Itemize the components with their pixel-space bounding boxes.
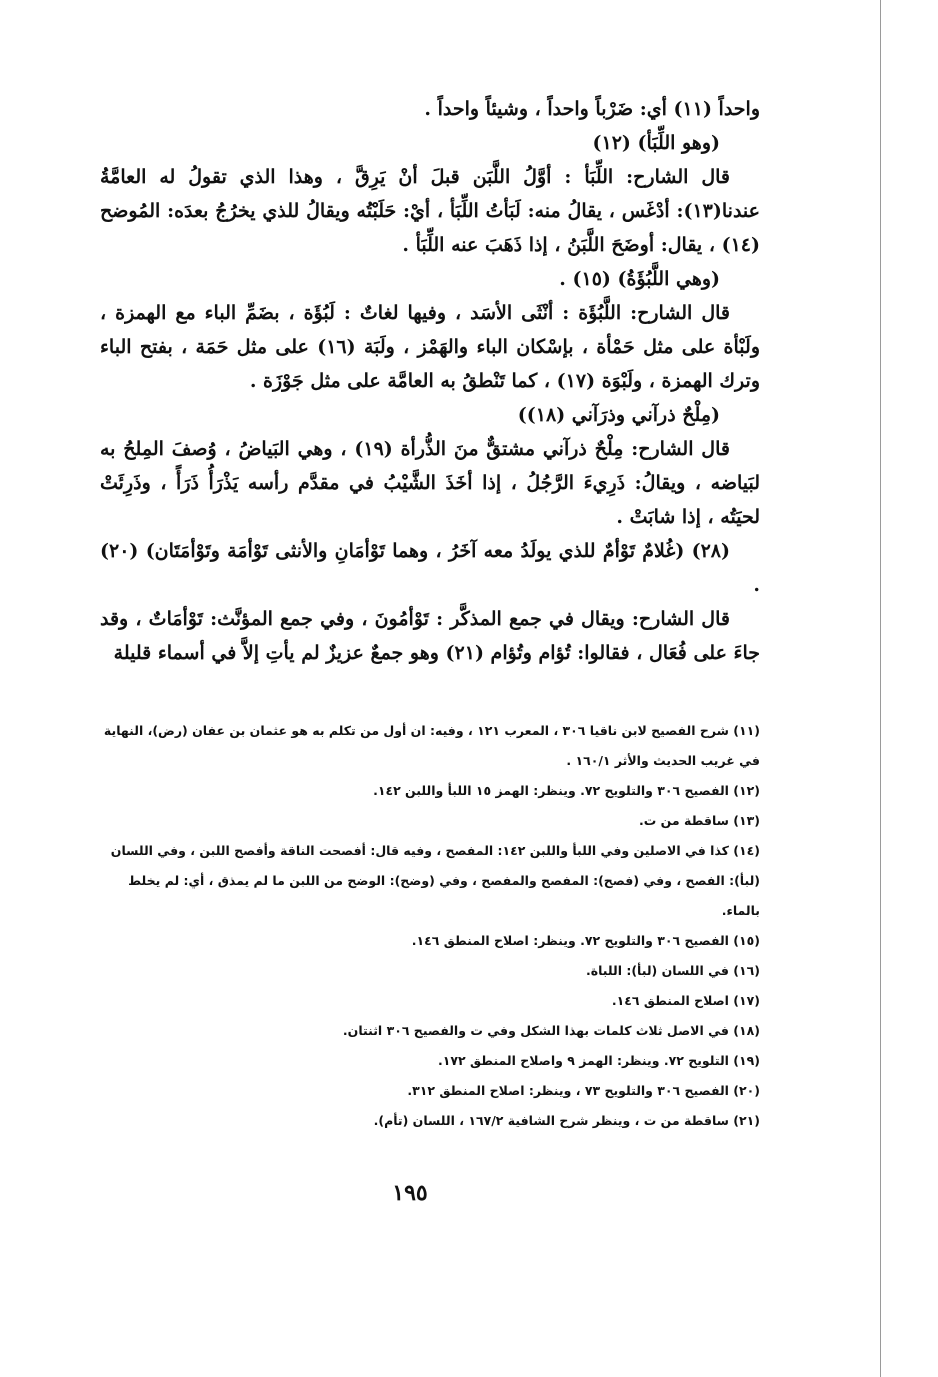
entry-heading-laba: (وهو اللِّبَأ) (١٢)	[592, 132, 720, 154]
footnote-13: (١٣) ساقطة من ت.	[639, 813, 760, 828]
text-line-1: واحداً (١١) أي: ضَرْباً واحداً ، وشيئاً واحداً .	[424, 98, 760, 120]
footnote-21: (٢١) ساقطة من ت ، وينظر شرح الشافية ١٦٧/٢ ، اللسان (تأم).	[373, 1113, 760, 1128]
footnote-16: (١٦) في اللسان (لبأ): اللباة.	[585, 963, 760, 978]
entry-heading-milh: (مِلْحٌ ذرآني وذرَآني (١٨))	[517, 404, 720, 426]
footnote-18: (١٨) في الاصل ثلاث كلمات بهذا الشكل وفي ت والفصيح ٣٠٦ اثنتان.	[342, 1023, 760, 1038]
footnote-14: (١٤) كذا في الاصلين وفي اللبأ واللبن ١٤٢: المفصح ، وفيه قال: أفصحت الناقة وأفصح اللبن ، وفي اللسان (لبأ): الفصح ، وفي (فصح): المفصح والمفصح ، وفي (وضح): الوضح من اللبن ما لم يمذق ، أي: لم يخلط بالماء.	[110, 843, 760, 918]
footnote-15: (١٥) الفصيح ٣٠٦ والتلويح ٧٢. وينظر: اصلاح المنطق ١٤٦.	[411, 933, 760, 948]
entry-paragraph-tawam: (٢٨) (غُلامٌ تَوْأمٌ للذي يولَدُ معه آخَرُ ، وهما تَوْأمَانِ والأنثى تَوْأمَة وتَوْأمَتَان) (٢٠) .	[100, 540, 760, 596]
commentary-paragraph-laba: قال الشارح: اللِّبَأ : أوَّلُ اللَّبَن قبلَ أنْ يَرِقَّ ، وهذا الذي تقولُ له العامَّةُ عندنا(١٣): أدْغَس ، يقالُ منه: لَبَأتُ اللِّبَأ ، أيْ: حَلَبْتُه ويقالُ للذي يخرُجُ بعدَه: المُوضح (١٤) ، يقال: أوضَحَ اللَّبَنُ ، إذا ذَهَبَ عنه اللِّبَأ .	[100, 166, 760, 256]
footnote-20: (٢٠) الفصيح ٣٠٦ والتلويح ٧٣ ، وينظر: اصلاح المنطق ٣١٢.	[407, 1083, 760, 1098]
footnote-12: (١٢) الفصيح ٣٠٦ والتلويح ٧٢. وينظر: الهمز ١٥ اللبأ واللبن ١٤٢.	[373, 783, 760, 798]
footnote-11: (١١) شرح الفصيح لابن ناقيا ٣٠٦ ، المعرب ١٢١ ، وفيه: ان أول من تكلم به هو عثمان بن عفان (رض)، النهاية في غريب الحديث والأثر ١٦٠/١ .	[103, 723, 760, 768]
footnote-17: (١٧) اصلاح المنطق ١٤٦.	[611, 993, 760, 1008]
entry-heading-labua: (وهي اللَّبُؤَةُ) (١٥) .	[559, 268, 720, 290]
main-text	[100, 92, 760, 670]
commentary-paragraph-labua: قال الشارح: اللَّبُؤَة : أنْثَى الأسَد ، وفيها لغاتٌ : لَبُؤَة ، بضَمِّ الباء مع الهمزة ، ولَبْأة على مثل حَمْأة ، بإسْكان الباء والهَمْز ، ولَبَة (١٦) على مثل حَمَة ، بفتح الباء وترك الهمزة ، ولَبْوَة (١٧) ، كما تَنْطقُ به العامَّة على مثل جَوْزَة .	[100, 302, 760, 392]
commentary-paragraph-tawam: قال الشارح: ويقال في جمع المذكَّر : تَوْأمُونَ ، وفي جمع المؤنَّث: تَوْأمَاتٌ ، وقد جاءَ على فُعَال ، فقالوا: تُؤام وتُؤام (٢١) وهو جمعٌ عزيزٌ لم يأتِ إلاَّ في أسماء قليلة	[100, 608, 760, 664]
page-number: ١٩٥	[392, 1180, 428, 1206]
footnotes	[100, 716, 760, 1136]
scan-edge-line	[880, 0, 881, 1377]
commentary-paragraph-milh: قال الشارح: مِلْحٌ ذرآني مشتقٌّ منَ الذُّرأة (١٩) ، وهي البَياضُ ، وُصفَ المِلحُ به لبَياضه ، ويقالُ: ذَرِيءَ الرَّجُلُ ، إذا أخَذَ الشَّيْبُ في مقدَّم رأسه يَذْرَأُ ذَرَأً ، وذَرِئَتْ لحيَتُه ، إذا شابَتْ .	[100, 438, 760, 528]
footnote-19: (١٩) التلويح ٧٢. وينظر: الهمز ٩ واصلاح المنطق ١٧٢.	[438, 1053, 760, 1068]
